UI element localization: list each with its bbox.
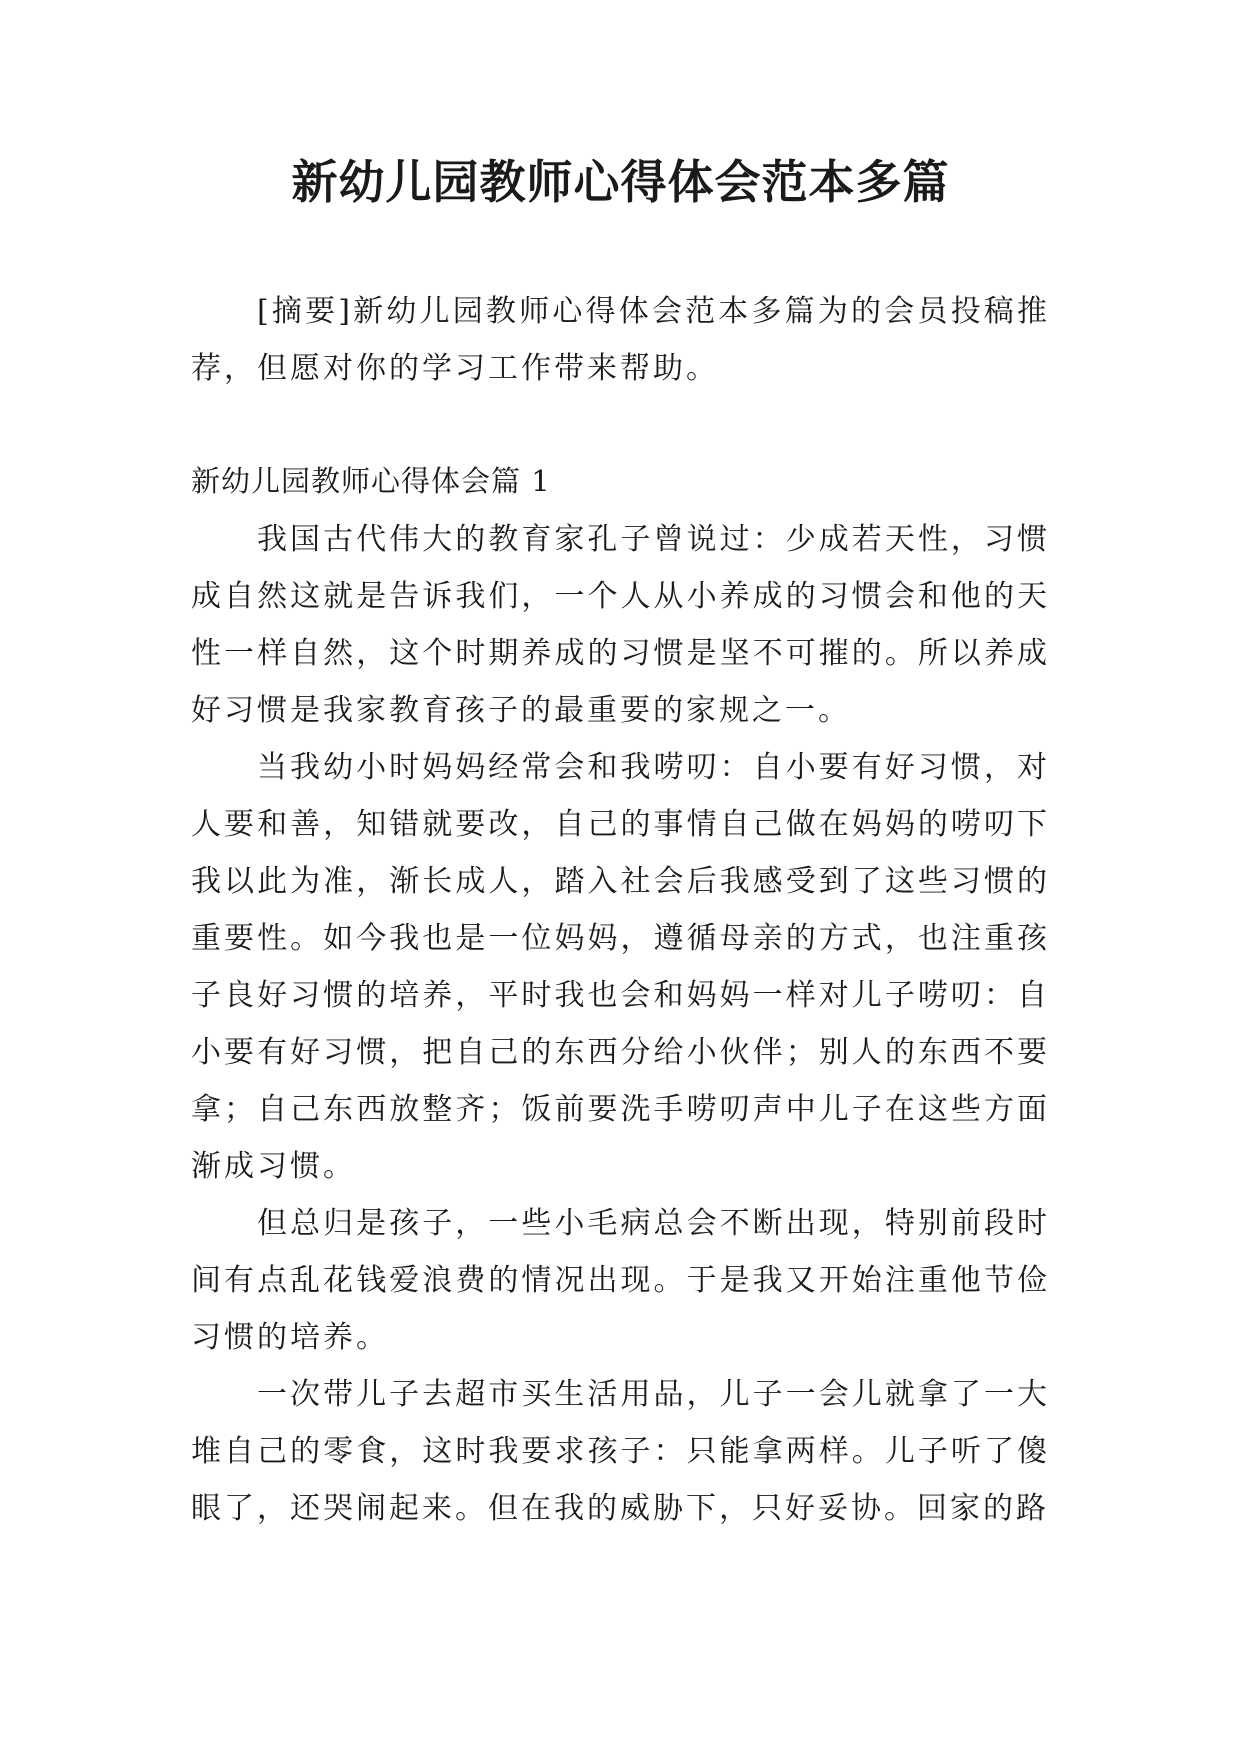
body-paragraph-4: 一次带儿子去超市买生活用品，儿子一会儿就拿了一大堆自己的零食，这时我要求孩子：只能拿两样。儿子听了傻眼了，还哭闹起来。但在我的威胁下，只好妥协。回家的路 bbox=[191, 1377, 1050, 1526]
section-heading: 新幼儿园教师心得体会篇 1 bbox=[191, 464, 551, 498]
body-paragraph-1: 我国古代伟大的教育家孔子曾说过：少成若天性，习惯成自然这就是告诉我们，一个人从小养成的习惯会和他的天性一样自然，这个时期养成的习惯是坚不可摧的。所以养成好习惯是我家教育孩子的最重要的家规之一。 bbox=[191, 522, 1050, 728]
abstract-paragraph: [摘要]新幼儿园教师心得体会范本多篇为的会员投稿推荐，但愿对你的学习工作带来帮助。 bbox=[191, 294, 1050, 386]
body-paragraph-2: 当我幼小时妈妈经常会和我唠叨：自小要有好习惯，对人要和善，知错就要改，自己的事情自己做在妈妈的唠叨下我以此为准，渐长成人，踏入社会后我感受到了这些习惯的重要性。如今我也是一位妈妈，遵循母亲的方式，也注重孩子良好习惯的培养，平时我也会和妈妈一样对儿子唠叨：自小要有好习惯，把自己的东西分给小伙伴；别人的东西不要拿；自己东西放整齐；饭前要洗手唠叨声中儿子在这些方面渐成习惯。 bbox=[191, 750, 1050, 1184]
body-paragraph-3: 但总归是孩子，一些小毛病总会不断出现，特别前段时间有点乱花钱爱浪费的情况出现。于是我又开始注重他节俭习惯的培养。 bbox=[191, 1206, 1050, 1355]
document-title: 新幼儿园教师心得体会范本多篇 bbox=[291, 155, 950, 209]
document-body bbox=[191, 283, 1050, 1537]
